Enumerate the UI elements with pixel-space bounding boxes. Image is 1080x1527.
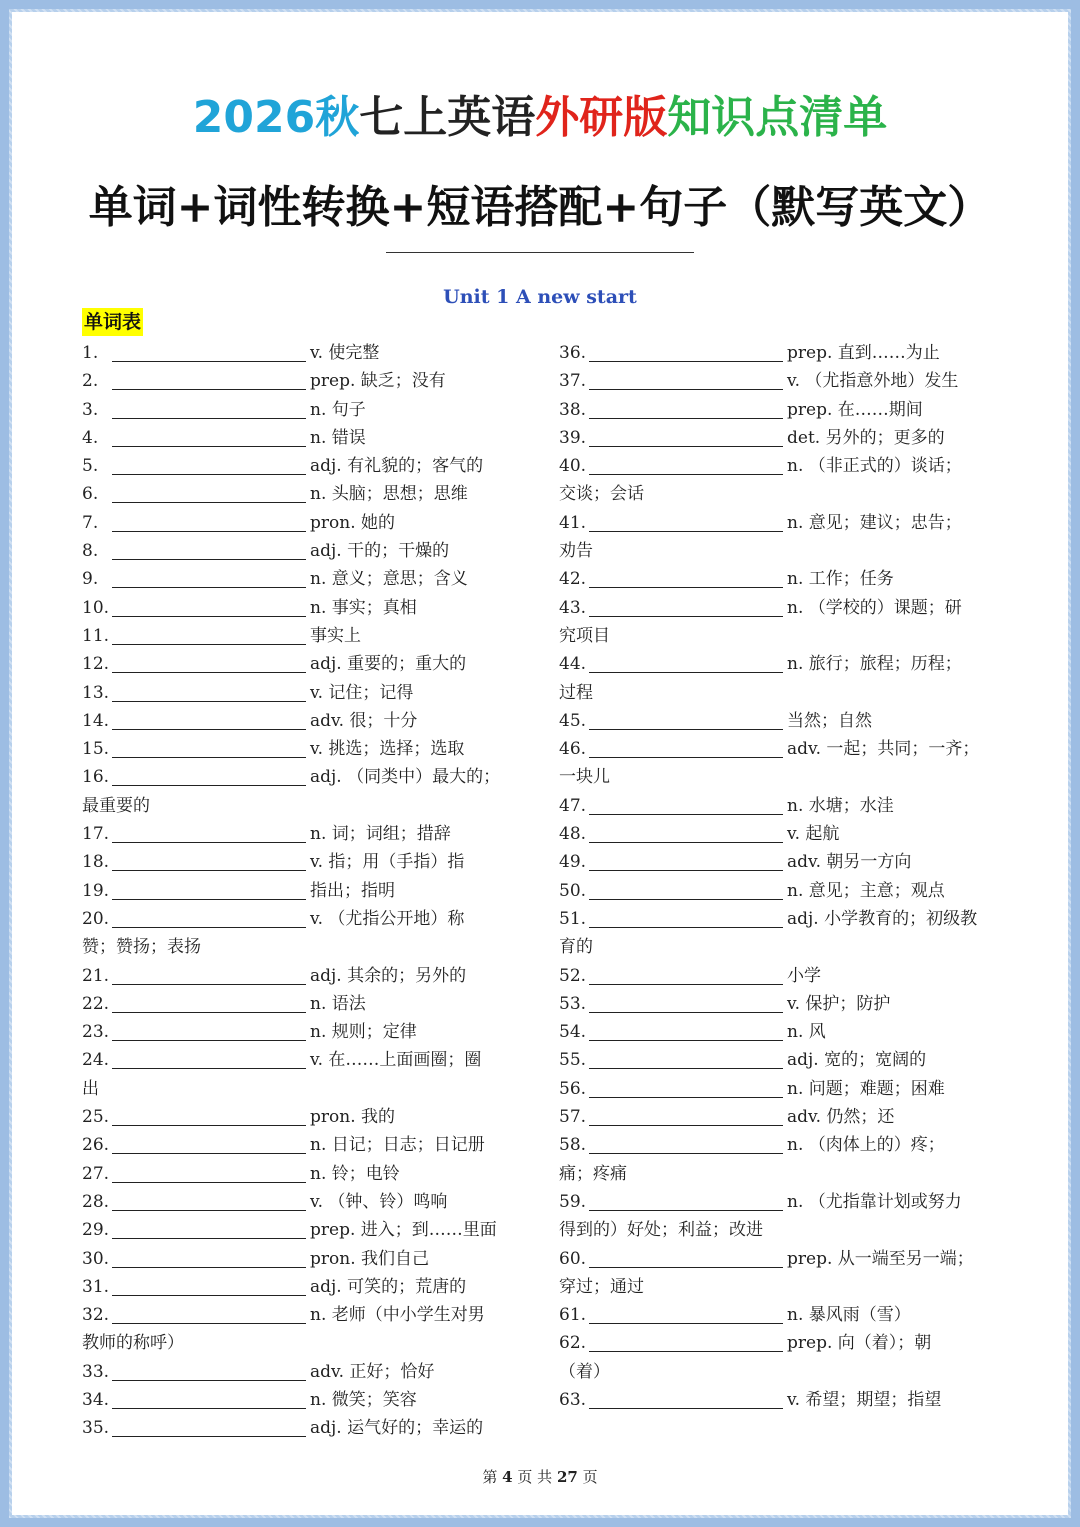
answer-blank[interactable] (112, 765, 306, 786)
item-meaning: adv. 仍然；还 (787, 1107, 895, 1128)
item-number: 2. (82, 371, 99, 392)
vocab-item (559, 396, 999, 424)
item-number: 27. (82, 1163, 110, 1184)
item-number: 34. (82, 1389, 110, 1410)
item-meaning: n. 句子 (310, 399, 366, 420)
item-meaning: v. 起航 (787, 824, 840, 845)
item-meaning-continued: 一块儿 (559, 767, 610, 788)
vocab-item (559, 594, 999, 622)
item-number: 48. (559, 824, 587, 845)
answer-blank[interactable] (112, 369, 306, 390)
answer-blank[interactable] (589, 426, 783, 447)
item-number: 60. (559, 1248, 587, 1269)
vocab-item (82, 1358, 522, 1386)
vocab-item (82, 594, 522, 622)
item-number: 38. (559, 399, 587, 420)
answer-blank[interactable] (112, 879, 306, 900)
vocab-item (559, 905, 999, 933)
vocab-item (559, 339, 999, 367)
answer-blank[interactable] (112, 398, 306, 419)
answer-blank[interactable] (589, 652, 783, 673)
vocab-item (82, 763, 522, 791)
answer-blank[interactable] (112, 681, 306, 702)
item-meaning: adv. 很；十分 (310, 710, 418, 731)
footer-total: 27 (556, 1468, 578, 1486)
item-meaning: v. 指；用（手指）指 (310, 852, 465, 873)
answer-blank[interactable] (589, 1331, 783, 1352)
item-number: 61. (559, 1305, 587, 1326)
item-meaning: n. 错误 (310, 427, 366, 448)
vocab-item (82, 1018, 522, 1046)
item-number: 52. (559, 965, 587, 986)
answer-blank[interactable] (589, 822, 783, 843)
item-number: 47. (559, 795, 587, 816)
item-meaning: n. 工作；任务 (787, 569, 894, 590)
vocab-item (559, 1386, 999, 1414)
item-meaning: 小学 (787, 965, 821, 986)
item-number: 6. (82, 484, 99, 505)
vocab-item (559, 1046, 999, 1074)
footer-suffix: 页 (582, 1468, 598, 1486)
item-number: 9. (82, 569, 99, 590)
answer-blank[interactable] (589, 850, 783, 871)
item-number: 4. (82, 427, 99, 448)
document-page (12, 12, 1068, 1515)
vocab-item (559, 820, 999, 848)
item-meaning: v. （钟、铃）鸣响 (310, 1191, 448, 1212)
item-number: 23. (82, 1022, 110, 1043)
item-meaning: 指出；指明 (310, 880, 395, 901)
item-meaning: n. 暴风雨（雪） (787, 1305, 911, 1326)
item-meaning: v. 记住；记得 (310, 682, 414, 703)
item-meaning: n. 旅行；旅程；历程； (787, 654, 962, 675)
vocab-item (82, 1103, 522, 1131)
vocab-item (559, 792, 999, 820)
item-meaning: det. 另外的；更多的 (787, 427, 945, 448)
item-meaning-continued: 赞；赞扬；表扬 (82, 937, 201, 958)
item-number: 54. (559, 1022, 587, 1043)
item-number: 39. (559, 427, 587, 448)
item-meaning: n. （肉体上的）疼； (787, 1135, 945, 1156)
item-meaning: 当然；自然 (787, 710, 872, 731)
item-number: 14. (82, 710, 110, 731)
item-meaning: n. 微笑；笑容 (310, 1389, 417, 1410)
item-meaning: n. 意见；主意；观点 (787, 880, 945, 901)
item-meaning: n. 日记；日志；日记册 (310, 1135, 485, 1156)
answer-blank[interactable] (112, 1416, 306, 1437)
item-meaning: v. 在……上面画圈；圈 (310, 1050, 482, 1071)
answer-blank[interactable] (112, 1303, 306, 1324)
item-number: 53. (559, 993, 587, 1014)
vocab-item (82, 509, 522, 537)
vocab-item (559, 1131, 999, 1159)
answer-blank[interactable] (112, 1190, 306, 1211)
item-number: 42. (559, 569, 587, 590)
item-meaning-continued: 穿过；通过 (559, 1276, 644, 1297)
answer-blank[interactable] (589, 737, 783, 758)
item-meaning: adj. 小学教育的；初级教 (787, 908, 978, 929)
title-publisher: 外研版 (535, 92, 668, 143)
item-meaning-continued: 育的 (559, 937, 593, 958)
vocab-item (82, 480, 522, 508)
item-number: 59. (559, 1191, 587, 1212)
answer-blank[interactable] (589, 511, 783, 532)
vocab-item (82, 848, 522, 876)
title-list: 知识点清单 (667, 92, 888, 143)
answer-blank[interactable] (112, 822, 306, 843)
item-number: 15. (82, 739, 110, 760)
title-main: 七上英语 (359, 92, 536, 143)
answer-blank[interactable] (112, 1020, 306, 1041)
item-number: 62. (559, 1333, 587, 1354)
item-meaning: adv. 朝另一方向 (787, 852, 912, 873)
vocab-item (82, 1188, 522, 1216)
vocab-item (559, 1188, 999, 1216)
item-meaning: pron. 我的 (310, 1107, 395, 1128)
item-meaning: adv. 一起；共同；一齐； (787, 739, 980, 760)
item-meaning: v. （尤指意外地）发生 (787, 371, 959, 392)
answer-blank[interactable] (112, 1048, 306, 1069)
item-number: 3. (82, 399, 99, 420)
item-number: 21. (82, 965, 110, 986)
answer-blank[interactable] (589, 907, 783, 928)
item-number: 30. (82, 1248, 110, 1269)
item-meaning: adv. 正好；恰好 (310, 1361, 435, 1382)
page-footer (12, 1466, 1068, 1487)
item-meaning: adj. 重要的；重大的 (310, 654, 467, 675)
item-meaning-continued: 得到的）好处；利益；改进 (559, 1220, 763, 1241)
item-meaning: n. 铃；电铃 (310, 1163, 400, 1184)
item-number: 13. (82, 682, 110, 703)
answer-blank[interactable] (112, 737, 306, 758)
item-meaning: adj. （同类中）最大的； (310, 767, 501, 788)
vocab-item (82, 1131, 522, 1159)
item-meaning: adj. 有礼貌的；客气的 (310, 456, 484, 477)
vocab-item (82, 396, 522, 424)
item-number: 17. (82, 824, 110, 845)
item-meaning: adj. 宽的；宽阔的 (787, 1050, 927, 1071)
item-meaning: n. 意义；意思；含义 (310, 569, 468, 590)
item-meaning: n. 词；词组；措辞 (310, 824, 451, 845)
item-meaning: v. 挑选；选择；选取 (310, 739, 465, 760)
answer-blank[interactable] (589, 1388, 783, 1409)
item-meaning-continued: 过程 (559, 682, 593, 703)
item-meaning: n. 头脑；思想；思维 (310, 484, 468, 505)
item-number: 25. (82, 1107, 110, 1128)
answer-blank[interactable] (112, 341, 306, 362)
vocab-item (82, 679, 522, 707)
item-meaning: v. 保护；防护 (787, 993, 891, 1014)
answer-blank[interactable] (112, 624, 306, 645)
item-meaning-continued: 究项目 (559, 625, 610, 646)
item-meaning-continued: 最重要的 (82, 795, 150, 816)
item-number: 18. (82, 852, 110, 873)
item-meaning: adj. 干的；干燥的 (310, 541, 450, 562)
vocab-item (82, 424, 522, 452)
unit-title: Unit 1 A new start (443, 286, 637, 308)
footer-page: 4 (502, 1468, 513, 1486)
item-meaning: v. 希望；期望；指望 (787, 1389, 942, 1410)
answer-blank[interactable] (112, 482, 306, 503)
answer-blank[interactable] (112, 992, 306, 1013)
answer-blank[interactable] (589, 567, 783, 588)
answer-blank[interactable] (112, 652, 306, 673)
vocab-item (559, 424, 999, 452)
item-meaning: v. 使完整 (310, 343, 380, 363)
item-number: 36. (559, 343, 587, 363)
item-meaning-continued: 教师的称呼） (82, 1333, 184, 1354)
answer-blank[interactable] (112, 964, 306, 985)
vocab-item (82, 1160, 522, 1188)
vocab-item (559, 1075, 999, 1103)
answer-blank[interactable] (589, 879, 783, 900)
item-number: 29. (82, 1220, 110, 1241)
answer-blank[interactable] (112, 709, 306, 730)
document-title (12, 90, 1068, 146)
answer-blank[interactable] (112, 511, 306, 532)
item-meaning: pron. 她的 (310, 512, 395, 533)
vocab-item (559, 735, 999, 763)
answer-blank[interactable] (112, 1162, 306, 1183)
answer-blank[interactable] (112, 454, 306, 475)
item-meaning: adj. 可笑的；荒唐的 (310, 1276, 467, 1297)
item-meaning: n. （尤指靠计划或努力 (787, 1191, 962, 1212)
item-number: 49. (559, 852, 587, 873)
item-meaning: prep. 向（着）；朝 (787, 1333, 932, 1354)
item-meaning: n. （学校的）课题；研 (787, 597, 962, 618)
item-number: 37. (559, 371, 587, 392)
answer-blank[interactable] (112, 907, 306, 928)
item-meaning: prep. 进入；到……里面 (310, 1220, 497, 1241)
vocab-item (82, 962, 522, 990)
footer-middle: 页 共 (517, 1468, 553, 1486)
title-year: 2026秋 (192, 92, 360, 143)
answer-blank[interactable] (589, 1077, 783, 1098)
answer-blank[interactable] (112, 567, 306, 588)
item-number: 31. (82, 1276, 110, 1297)
item-meaning: prep. 缺乏；没有 (310, 371, 446, 392)
vocab-item (559, 1329, 999, 1357)
item-meaning: adj. 运气好的；幸运的 (310, 1418, 484, 1439)
item-number: 26. (82, 1135, 110, 1156)
vocab-item (82, 1216, 522, 1244)
vocab-item (559, 1018, 999, 1046)
item-meaning: n. 问题；难题；困难 (787, 1078, 945, 1099)
vocab-item (82, 367, 522, 395)
item-number: 33. (82, 1361, 110, 1382)
answer-blank[interactable] (589, 964, 783, 985)
answer-blank[interactable] (112, 1275, 306, 1296)
item-meaning: n. 事实；真相 (310, 597, 417, 618)
item-number: 11. (82, 625, 110, 646)
item-meaning: n. （非正式的）谈话； (787, 456, 962, 477)
answer-blank[interactable] (589, 1048, 783, 1069)
vocab-item (559, 509, 999, 537)
answer-blank[interactable] (589, 1247, 783, 1268)
answer-blank[interactable] (112, 1388, 306, 1409)
vocab-item (82, 537, 522, 565)
answer-blank[interactable] (589, 341, 783, 362)
item-meaning: n. 老师（中小学生对男 (310, 1305, 485, 1326)
vocab-item (82, 622, 522, 650)
item-meaning: n. 意见；建议；忠告； (787, 512, 962, 533)
vocab-item (559, 877, 999, 905)
item-number: 40. (559, 456, 587, 477)
item-meaning: n. 规则；定律 (310, 1022, 417, 1043)
vocab-item (82, 990, 522, 1018)
vocab-item (82, 339, 522, 367)
item-number: 10. (82, 597, 110, 618)
item-meaning-continued: 出 (82, 1078, 99, 1099)
answer-blank[interactable] (112, 1105, 306, 1126)
item-number: 12. (82, 654, 110, 675)
item-number: 51. (559, 908, 587, 929)
item-number: 43. (559, 597, 587, 618)
answer-blank[interactable] (589, 1105, 783, 1126)
answer-blank[interactable] (112, 1133, 306, 1154)
item-meaning: 事实上 (310, 625, 361, 646)
vocab-item (82, 1245, 522, 1273)
item-number: 22. (82, 993, 110, 1014)
vocab-item (559, 650, 999, 678)
item-meaning: n. 风 (787, 1022, 826, 1043)
item-meaning: n. 语法 (310, 993, 366, 1014)
vocab-item (82, 735, 522, 763)
vocab-item (559, 367, 999, 395)
vocab-item (559, 962, 999, 990)
vocab-item (82, 1046, 522, 1074)
answer-blank[interactable] (589, 398, 783, 419)
item-number: 57. (559, 1107, 587, 1128)
vocab-item (559, 1301, 999, 1329)
answer-blank[interactable] (112, 596, 306, 617)
footer-prefix: 第 (482, 1468, 498, 1486)
item-meaning-continued: 痛；疼痛 (559, 1163, 627, 1184)
answer-blank[interactable] (589, 1133, 783, 1154)
vocab-item (559, 1245, 999, 1273)
answer-blank[interactable] (589, 992, 783, 1013)
answer-blank[interactable] (589, 369, 783, 390)
answer-blank[interactable] (112, 1218, 306, 1239)
item-meaning: prep. 直到……为止 (787, 343, 940, 363)
vocab-item (559, 707, 999, 735)
vocab-item (559, 1103, 999, 1131)
right-column (559, 339, 999, 1414)
vocab-item (82, 905, 522, 933)
answer-blank[interactable] (112, 850, 306, 871)
answer-blank[interactable] (589, 1303, 783, 1324)
item-meaning: n. 水塘；水洼 (787, 795, 894, 816)
answer-blank[interactable] (589, 454, 783, 475)
item-number: 19. (82, 880, 110, 901)
vocab-item (559, 565, 999, 593)
item-number: 32. (82, 1305, 110, 1326)
item-number: 50. (559, 880, 587, 901)
answer-blank[interactable] (589, 794, 783, 815)
item-number: 45. (559, 710, 587, 731)
vocab-item (82, 877, 522, 905)
vocab-item (82, 1386, 522, 1414)
answer-blank[interactable] (112, 539, 306, 560)
item-number: 5. (82, 456, 99, 477)
answer-blank[interactable] (112, 426, 306, 447)
document-subtitle: 单词+词性转换+短语搭配+句子（默写英文） (88, 182, 992, 233)
vocab-item (82, 452, 522, 480)
vocab-item (82, 650, 522, 678)
item-number: 44. (559, 654, 587, 675)
section-label: 单词表 (82, 308, 143, 336)
answer-blank[interactable] (589, 1020, 783, 1041)
vocab-item (559, 848, 999, 876)
vocab-item (82, 707, 522, 735)
item-meaning-continued: （着） (559, 1361, 610, 1382)
vocab-item (559, 990, 999, 1018)
vocab-item (82, 1414, 522, 1442)
item-number: 7. (82, 512, 99, 533)
item-number: 24. (82, 1050, 110, 1071)
item-meaning: pron. 我们自己 (310, 1248, 429, 1269)
item-number: 46. (559, 739, 587, 760)
item-number: 1. (82, 343, 99, 363)
item-number: 35. (82, 1418, 110, 1439)
answer-blank[interactable] (112, 1247, 306, 1268)
item-number: 28. (82, 1191, 110, 1212)
divider (386, 252, 694, 253)
answer-blank[interactable] (589, 596, 783, 617)
vocab-item (559, 452, 999, 480)
item-number: 63. (559, 1389, 587, 1410)
item-number: 56. (559, 1078, 587, 1099)
item-meaning-continued: 劝告 (559, 541, 593, 562)
vocab-item (82, 1301, 522, 1329)
item-meaning: prep. 在……期间 (787, 399, 923, 420)
vocab-item (82, 565, 522, 593)
item-number: 41. (559, 512, 587, 533)
item-meaning: v. （尤指公开地）称 (310, 908, 465, 929)
item-meaning: prep. 从一端至另一端； (787, 1248, 974, 1269)
item-meaning-continued: 交谈；会话 (559, 484, 644, 505)
vocab-item (82, 1273, 522, 1301)
answer-blank[interactable] (589, 709, 783, 730)
item-number: 55. (559, 1050, 587, 1071)
item-number: 58. (559, 1135, 587, 1156)
item-number: 20. (82, 908, 110, 929)
item-number: 16. (82, 767, 110, 788)
left-column (82, 339, 522, 1443)
item-meaning: adj. 其余的；另外的 (310, 965, 467, 986)
answer-blank[interactable] (589, 1190, 783, 1211)
answer-blank[interactable] (112, 1360, 306, 1381)
item-number: 8. (82, 541, 99, 562)
vocab-item (82, 820, 522, 848)
